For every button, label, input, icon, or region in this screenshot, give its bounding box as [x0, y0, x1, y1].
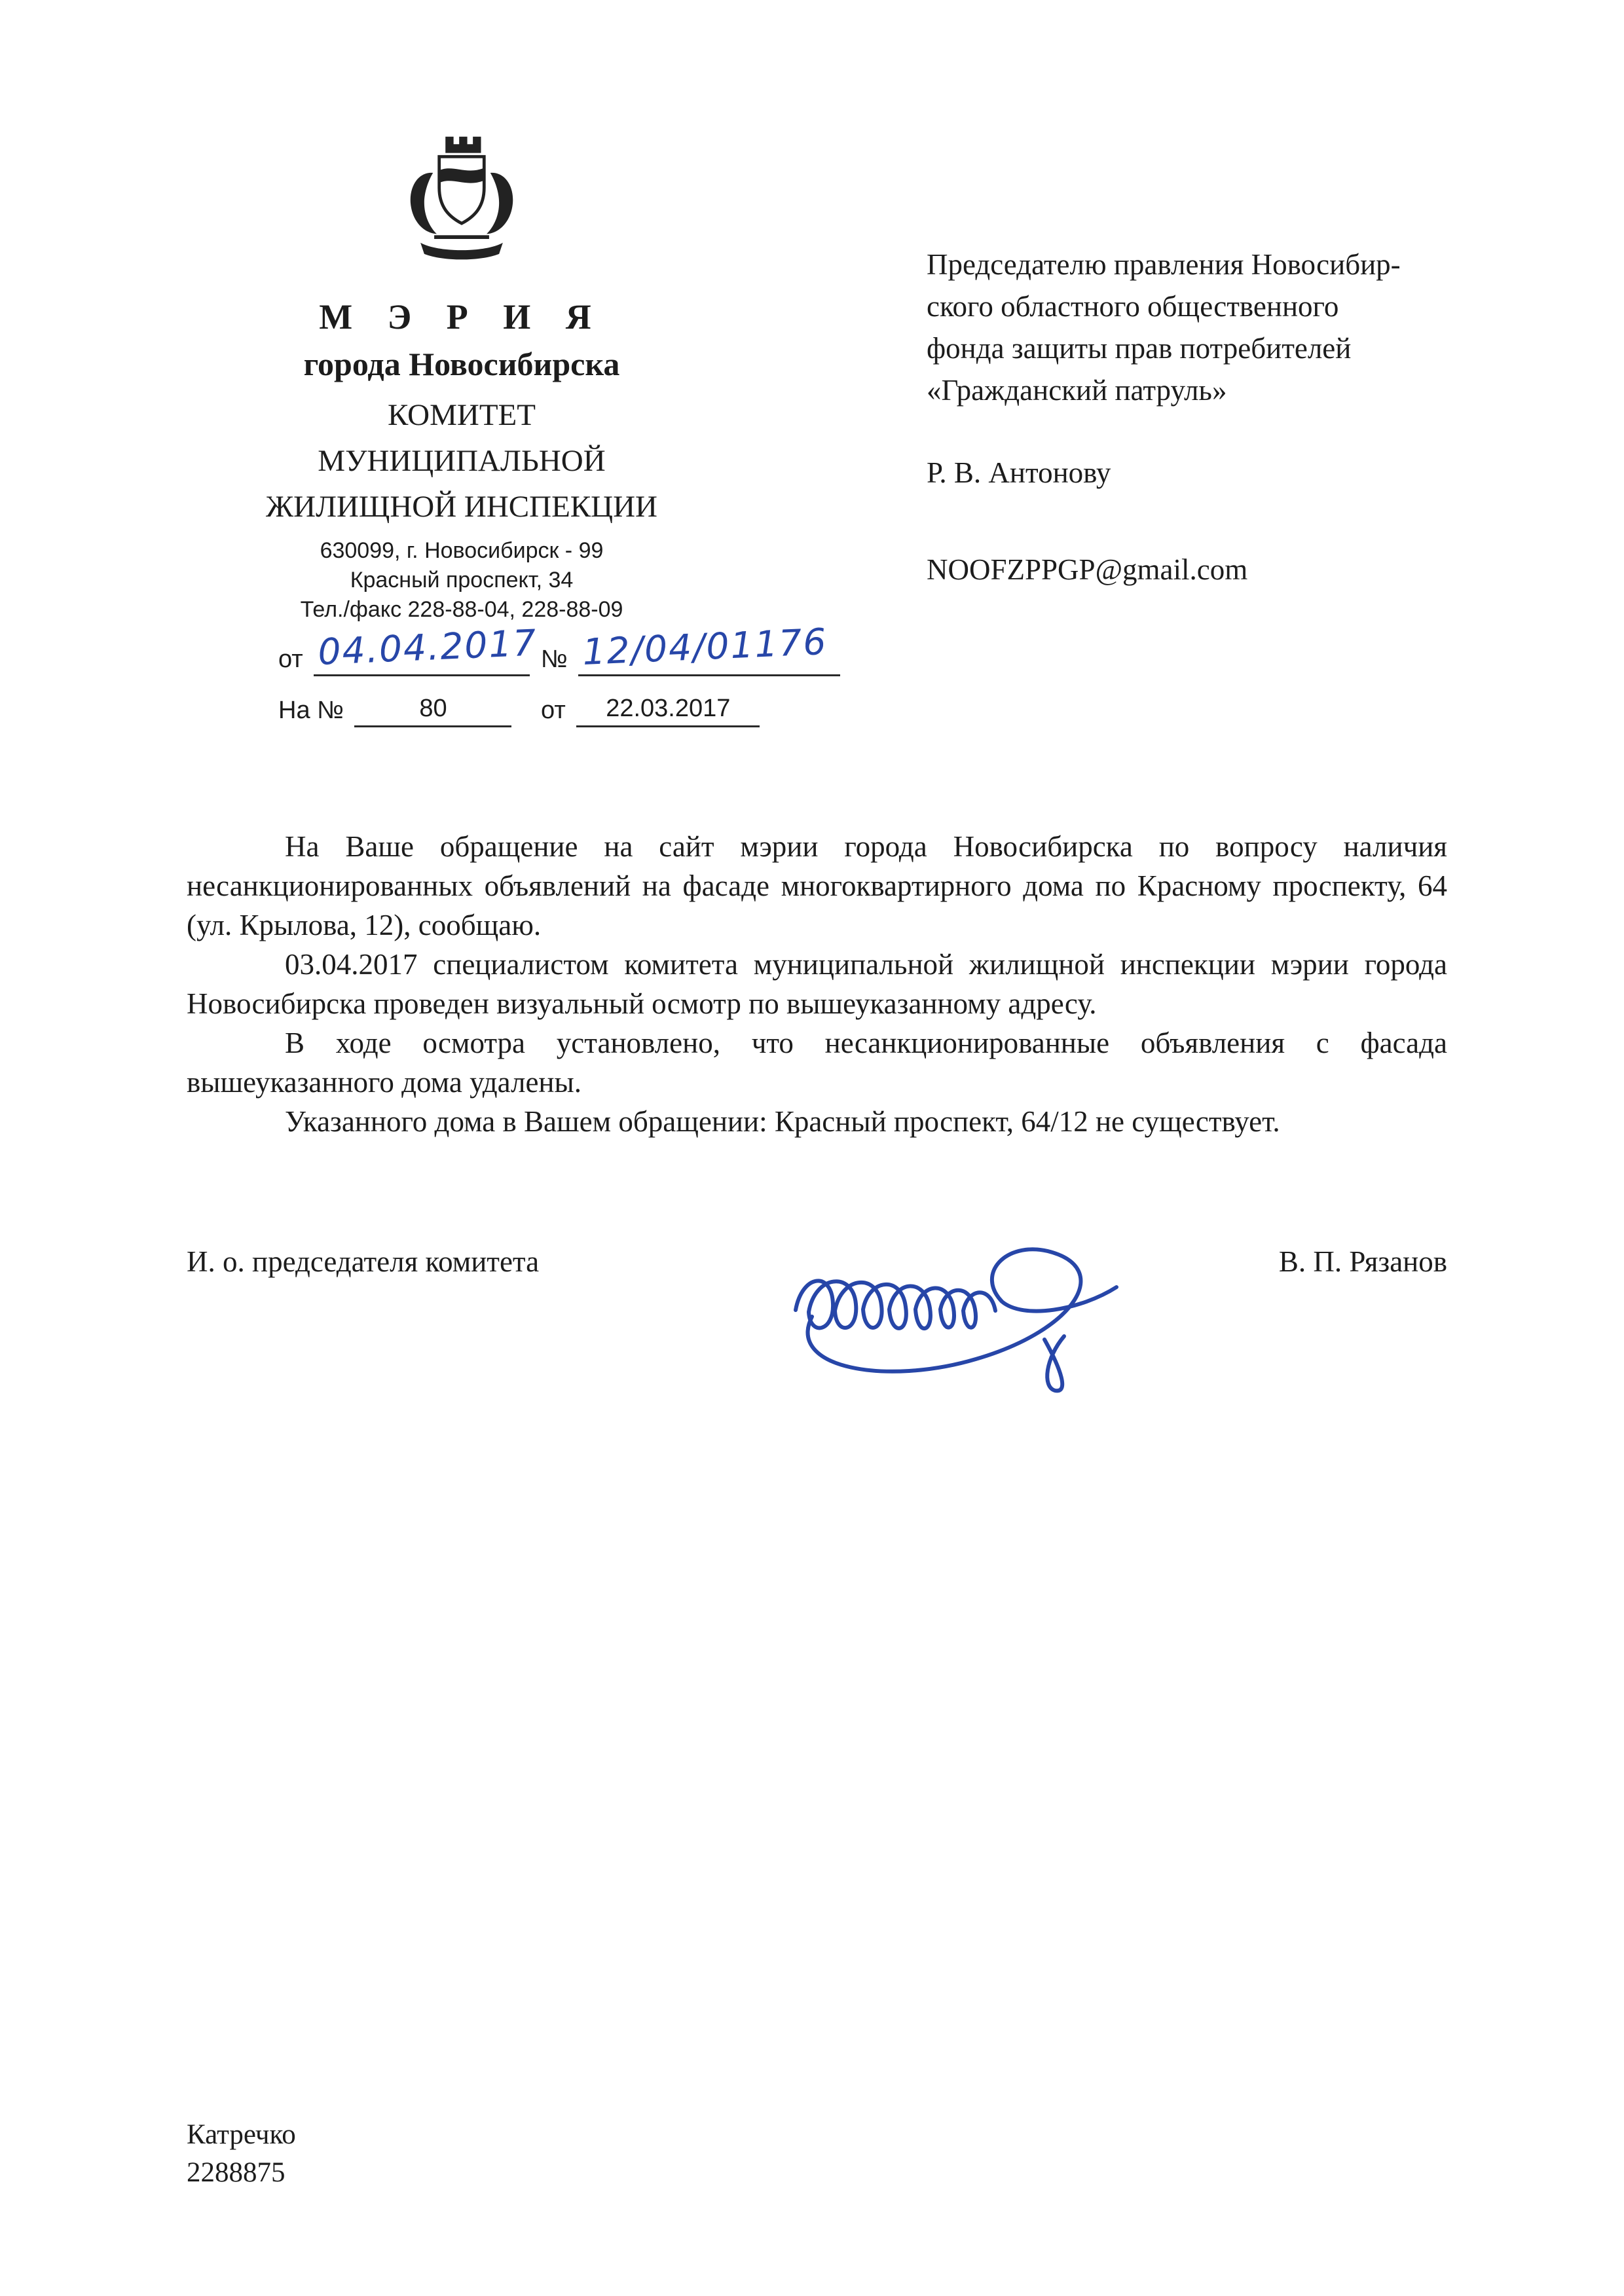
novosibirsk-coat-of-arms-icon: [393, 134, 530, 265]
incoming-date-value: 22.03.2017: [606, 695, 731, 722]
incoming-number-value: 80: [419, 695, 447, 722]
department-line-3: ЖИЛИЩНОЙ ИНСПЕКЦИИ: [266, 490, 657, 524]
body-paragraph-3: В ходе осмотра установлено, что несанкционированные объявления с фасада вышеуказанного дома удалены.: [187, 1027, 1447, 1099]
addressee-email: NOOFZPPGP@gmail.com: [927, 553, 1248, 586]
executor-block: [187, 2116, 296, 2192]
handwritten-signature: [750, 1176, 1221, 1398]
addressee-line-4: «Гражданский патруль»: [927, 374, 1227, 407]
executor-name: Катречко: [187, 2119, 296, 2150]
outgoing-from-label: от: [278, 646, 303, 673]
body-paragraph-4: Указанного дома в Вашем обращении: Красный проспект, 64/12 не существует.: [285, 1105, 1280, 1138]
letter-header: [187, 65, 1447, 750]
reference-block: [278, 620, 828, 742]
incoming-from-label: от: [541, 697, 566, 724]
handwritten-outgoing-date: 04.04.2017: [317, 621, 538, 673]
letter-body: [187, 827, 1447, 1141]
outgoing-number-label: №: [540, 646, 568, 673]
outgoing-number-field: [578, 620, 840, 676]
addressee-name: Р. В. Антонову: [927, 456, 1111, 489]
address-line-1: 630099, г. Новосибирск - 99: [320, 538, 604, 563]
org-name-mayor: М Э Р И Я: [319, 297, 604, 337]
addressee-line-1: Председателю правления Новосибир-: [927, 248, 1401, 281]
outgoing-ref-row: [278, 620, 828, 691]
body-paragraph-2: 03.04.2017 специалистом комитета муниципальной жилищной инспекции мэрии города Новосибирска проведен визуальный осмотр по вышеуказанному адресу.: [187, 948, 1447, 1020]
addressee-line-3: фонда защиты прав потребителей: [927, 332, 1352, 365]
letterhead-phone: Тел./факс 228-88-04, 228-88-09: [300, 597, 623, 622]
signatory-title: И. о. председателя комитета: [187, 1245, 540, 1278]
letter-content: [187, 65, 1447, 1290]
signatory-name: В. П. Рязанов: [1278, 1245, 1447, 1278]
body-paragraph-1: На Ваше обращение на сайт мэрии города Новосибирска по вопросу наличия несанкционированных объявлений на фасаде многоквартирного дома по Красному проспекту, 64 (ул. Крылова, 12), сообщаю.: [187, 830, 1447, 941]
org-name-city: города Новосибирска: [303, 346, 620, 382]
executor-phone: 2288875: [187, 2157, 286, 2188]
signature-row: [187, 1245, 1447, 1290]
incoming-number-field: [354, 691, 511, 727]
address-line-2: Красный проспект, 34: [350, 568, 574, 592]
letterhead-block: [187, 65, 737, 625]
department-name: [187, 392, 737, 530]
addressee-line-2: ского областного общественного: [927, 290, 1339, 323]
incoming-ref-row: [278, 691, 776, 742]
outgoing-date-field: [314, 621, 538, 676]
department-line-1: КОМИТЕТ: [388, 398, 536, 432]
letterhead-address: [187, 536, 737, 625]
addressee-block: [927, 244, 1450, 591]
department-line-2: МУНИЦИПАЛЬНОЙ: [318, 444, 606, 478]
incoming-date-field: [576, 691, 760, 727]
handwritten-outgoing-number: 12/04/01176: [581, 620, 828, 673]
incoming-number-label: На №: [278, 697, 344, 724]
